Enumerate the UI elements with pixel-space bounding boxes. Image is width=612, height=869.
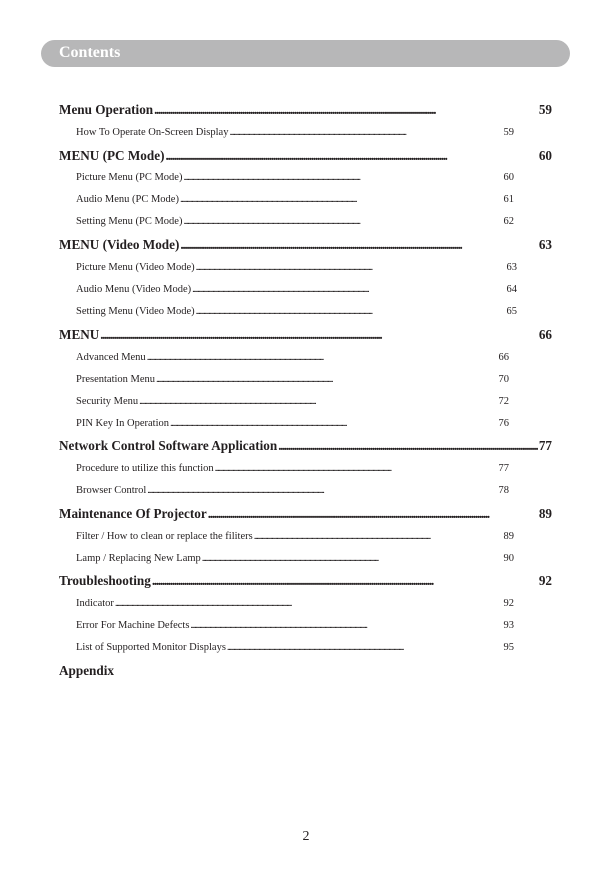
- toc-entry-page: 62: [503, 216, 514, 227]
- toc-entry-presentation-menu[interactable]: [76, 372, 509, 387]
- toc-entry-page: 61: [503, 194, 514, 205]
- toc-entry-troubleshooting[interactable]: [59, 572, 552, 590]
- toc-entry-label: Setting Menu (PC Mode): [76, 216, 183, 227]
- toc-entry-label: MENU: [59, 327, 100, 342]
- toc-entry-page: 76: [498, 418, 509, 429]
- toc-entry-label: How To Operate On-Screen Display: [76, 127, 229, 138]
- dot-leader: [152, 572, 538, 590]
- toc-entry-label: PIN Key In Operation: [76, 418, 170, 429]
- toc-entry-label: MENU (Video Mode): [59, 237, 180, 252]
- toc-entry-label: Procedure to utilize this function: [76, 463, 214, 474]
- dot-leader: [183, 170, 502, 185]
- toc-entry-label: Security Menu: [76, 396, 139, 407]
- dot-leader: [208, 505, 538, 523]
- toc-entry-menu-pc-mode[interactable]: [59, 147, 552, 165]
- dot-leader: [202, 551, 503, 566]
- dot-leader: [156, 372, 497, 387]
- toc-entry-page: 66: [538, 327, 552, 342]
- dot-leader: [170, 416, 497, 431]
- toc-entry-label: Advanced Menu: [76, 352, 146, 363]
- dot-leader: [254, 529, 503, 544]
- toc-entry-page: 66: [498, 352, 509, 363]
- toc-entry-label: Setting Menu (Video Mode): [76, 306, 195, 317]
- toc-entry-menu-video-mode[interactable]: [59, 236, 552, 254]
- toc-entry-label: Filter / How to clean or replace the filiters: [76, 531, 253, 542]
- toc-entry-label: Picture Menu (Video Mode): [76, 262, 195, 273]
- dot-leader: [147, 350, 498, 365]
- toc-entry-page: 63: [538, 237, 552, 252]
- toc-entry-label: Error For Machine Defects: [76, 620, 190, 631]
- dot-leader: [183, 214, 502, 229]
- toc-entry-appendix[interactable]: [59, 662, 114, 680]
- dot-leader: [147, 483, 497, 498]
- toc-entry-browser-control[interactable]: [76, 483, 509, 498]
- toc-entry-picture-menu-pc[interactable]: [76, 170, 514, 185]
- dot-leader: [180, 192, 503, 207]
- toc-entry-error-machine-defects[interactable]: [76, 618, 514, 633]
- toc-entry-setting-menu-video[interactable]: [76, 304, 517, 319]
- toc-entry-label: Presentation Menu: [76, 374, 156, 385]
- toc-entry-label: List of Supported Monitor Displays: [76, 642, 226, 653]
- toc-entry-page: 78: [498, 485, 509, 496]
- toc-entry-label: Audio Menu (PC Mode): [76, 194, 179, 205]
- toc-entry-filter-clean-replace[interactable]: [76, 529, 514, 544]
- dot-leader: [180, 236, 537, 254]
- toc-entry-setting-menu-pc[interactable]: [76, 214, 514, 229]
- toc-entry-label: Lamp / Replacing New Lamp: [76, 553, 201, 564]
- contents-title: Contents: [59, 44, 121, 61]
- dot-leader: [196, 260, 506, 275]
- toc-entry-supported-monitor-displays[interactable]: [76, 640, 514, 655]
- toc-entry-audio-menu-pc[interactable]: [76, 192, 514, 207]
- dot-leader: [192, 282, 505, 297]
- toc-entry-label: Indicator: [76, 598, 114, 609]
- toc-entry-page: 60: [538, 148, 552, 163]
- toc-entry-page: 70: [498, 374, 509, 385]
- toc-entry-label: Troubleshooting: [59, 573, 151, 588]
- toc-entry-network-control-software[interactable]: [59, 437, 552, 455]
- dot-leader: [278, 437, 538, 455]
- toc-entry-maintenance-of-projector[interactable]: [59, 505, 552, 523]
- toc-entry-page: 59: [503, 127, 514, 138]
- dot-leader: [196, 304, 506, 319]
- toc-entry-page: 95: [503, 642, 514, 653]
- toc-entry-page: 77: [538, 438, 552, 453]
- toc-entry-page: 64: [506, 284, 517, 295]
- toc-entry-label: Browser Control: [76, 485, 147, 496]
- toc-entry-label: Menu Operation: [59, 102, 154, 117]
- toc-entry-page: 89: [538, 506, 552, 521]
- toc-entry-procedure-to-utilize[interactable]: [76, 461, 509, 476]
- toc-entry-page: 92: [538, 573, 552, 588]
- toc-entry-advanced-menu[interactable]: [76, 350, 509, 365]
- toc-entry-page: 59: [538, 102, 552, 117]
- toc-entry-menu[interactable]: [59, 326, 552, 344]
- toc-entry-pin-key-in-operation[interactable]: [76, 416, 509, 431]
- dot-leader: [215, 461, 498, 476]
- toc-entry-menu-operation[interactable]: [59, 101, 552, 119]
- toc-entry-page: 89: [503, 531, 514, 542]
- toc-entry-audio-menu-video[interactable]: [76, 282, 517, 297]
- toc-entry-page: 65: [506, 306, 517, 317]
- toc-entry-indicator[interactable]: [76, 596, 514, 611]
- dot-leader: [227, 640, 503, 655]
- dot-leader: [154, 101, 538, 119]
- toc-entry-label: Picture Menu (PC Mode): [76, 172, 183, 183]
- dot-leader: [100, 326, 538, 344]
- toc-entry-label: Audio Menu (Video Mode): [76, 284, 192, 295]
- toc-entry-page: 92: [503, 598, 514, 609]
- toc-entry-label: Maintenance Of Projector: [59, 506, 207, 521]
- page-number: 2: [302, 829, 310, 844]
- dot-leader: [190, 618, 502, 633]
- toc-entry-page: 77: [498, 463, 509, 474]
- dot-leader: [165, 147, 537, 165]
- dot-leader: [139, 394, 497, 409]
- toc-entry-how-to-operate-osd[interactable]: [76, 125, 514, 140]
- toc-entry-label: Network Control Software Application: [59, 438, 278, 453]
- dot-leader: [229, 125, 502, 140]
- toc-entry-security-menu[interactable]: [76, 394, 509, 409]
- toc-entry-label: MENU (PC Mode): [59, 148, 165, 163]
- dot-leader: [115, 596, 503, 611]
- toc-entry-lamp-replacing[interactable]: [76, 551, 514, 566]
- toc-entry-page: 93: [503, 620, 514, 631]
- toc-entry-label: Appendix: [59, 663, 114, 678]
- toc-entry-page: 63: [506, 262, 517, 273]
- toc-entry-page: 90: [503, 553, 514, 564]
- toc-entry-page: 72: [498, 396, 509, 407]
- toc-entry-picture-menu-video[interactable]: [76, 260, 517, 275]
- toc-entry-page: 60: [503, 172, 514, 183]
